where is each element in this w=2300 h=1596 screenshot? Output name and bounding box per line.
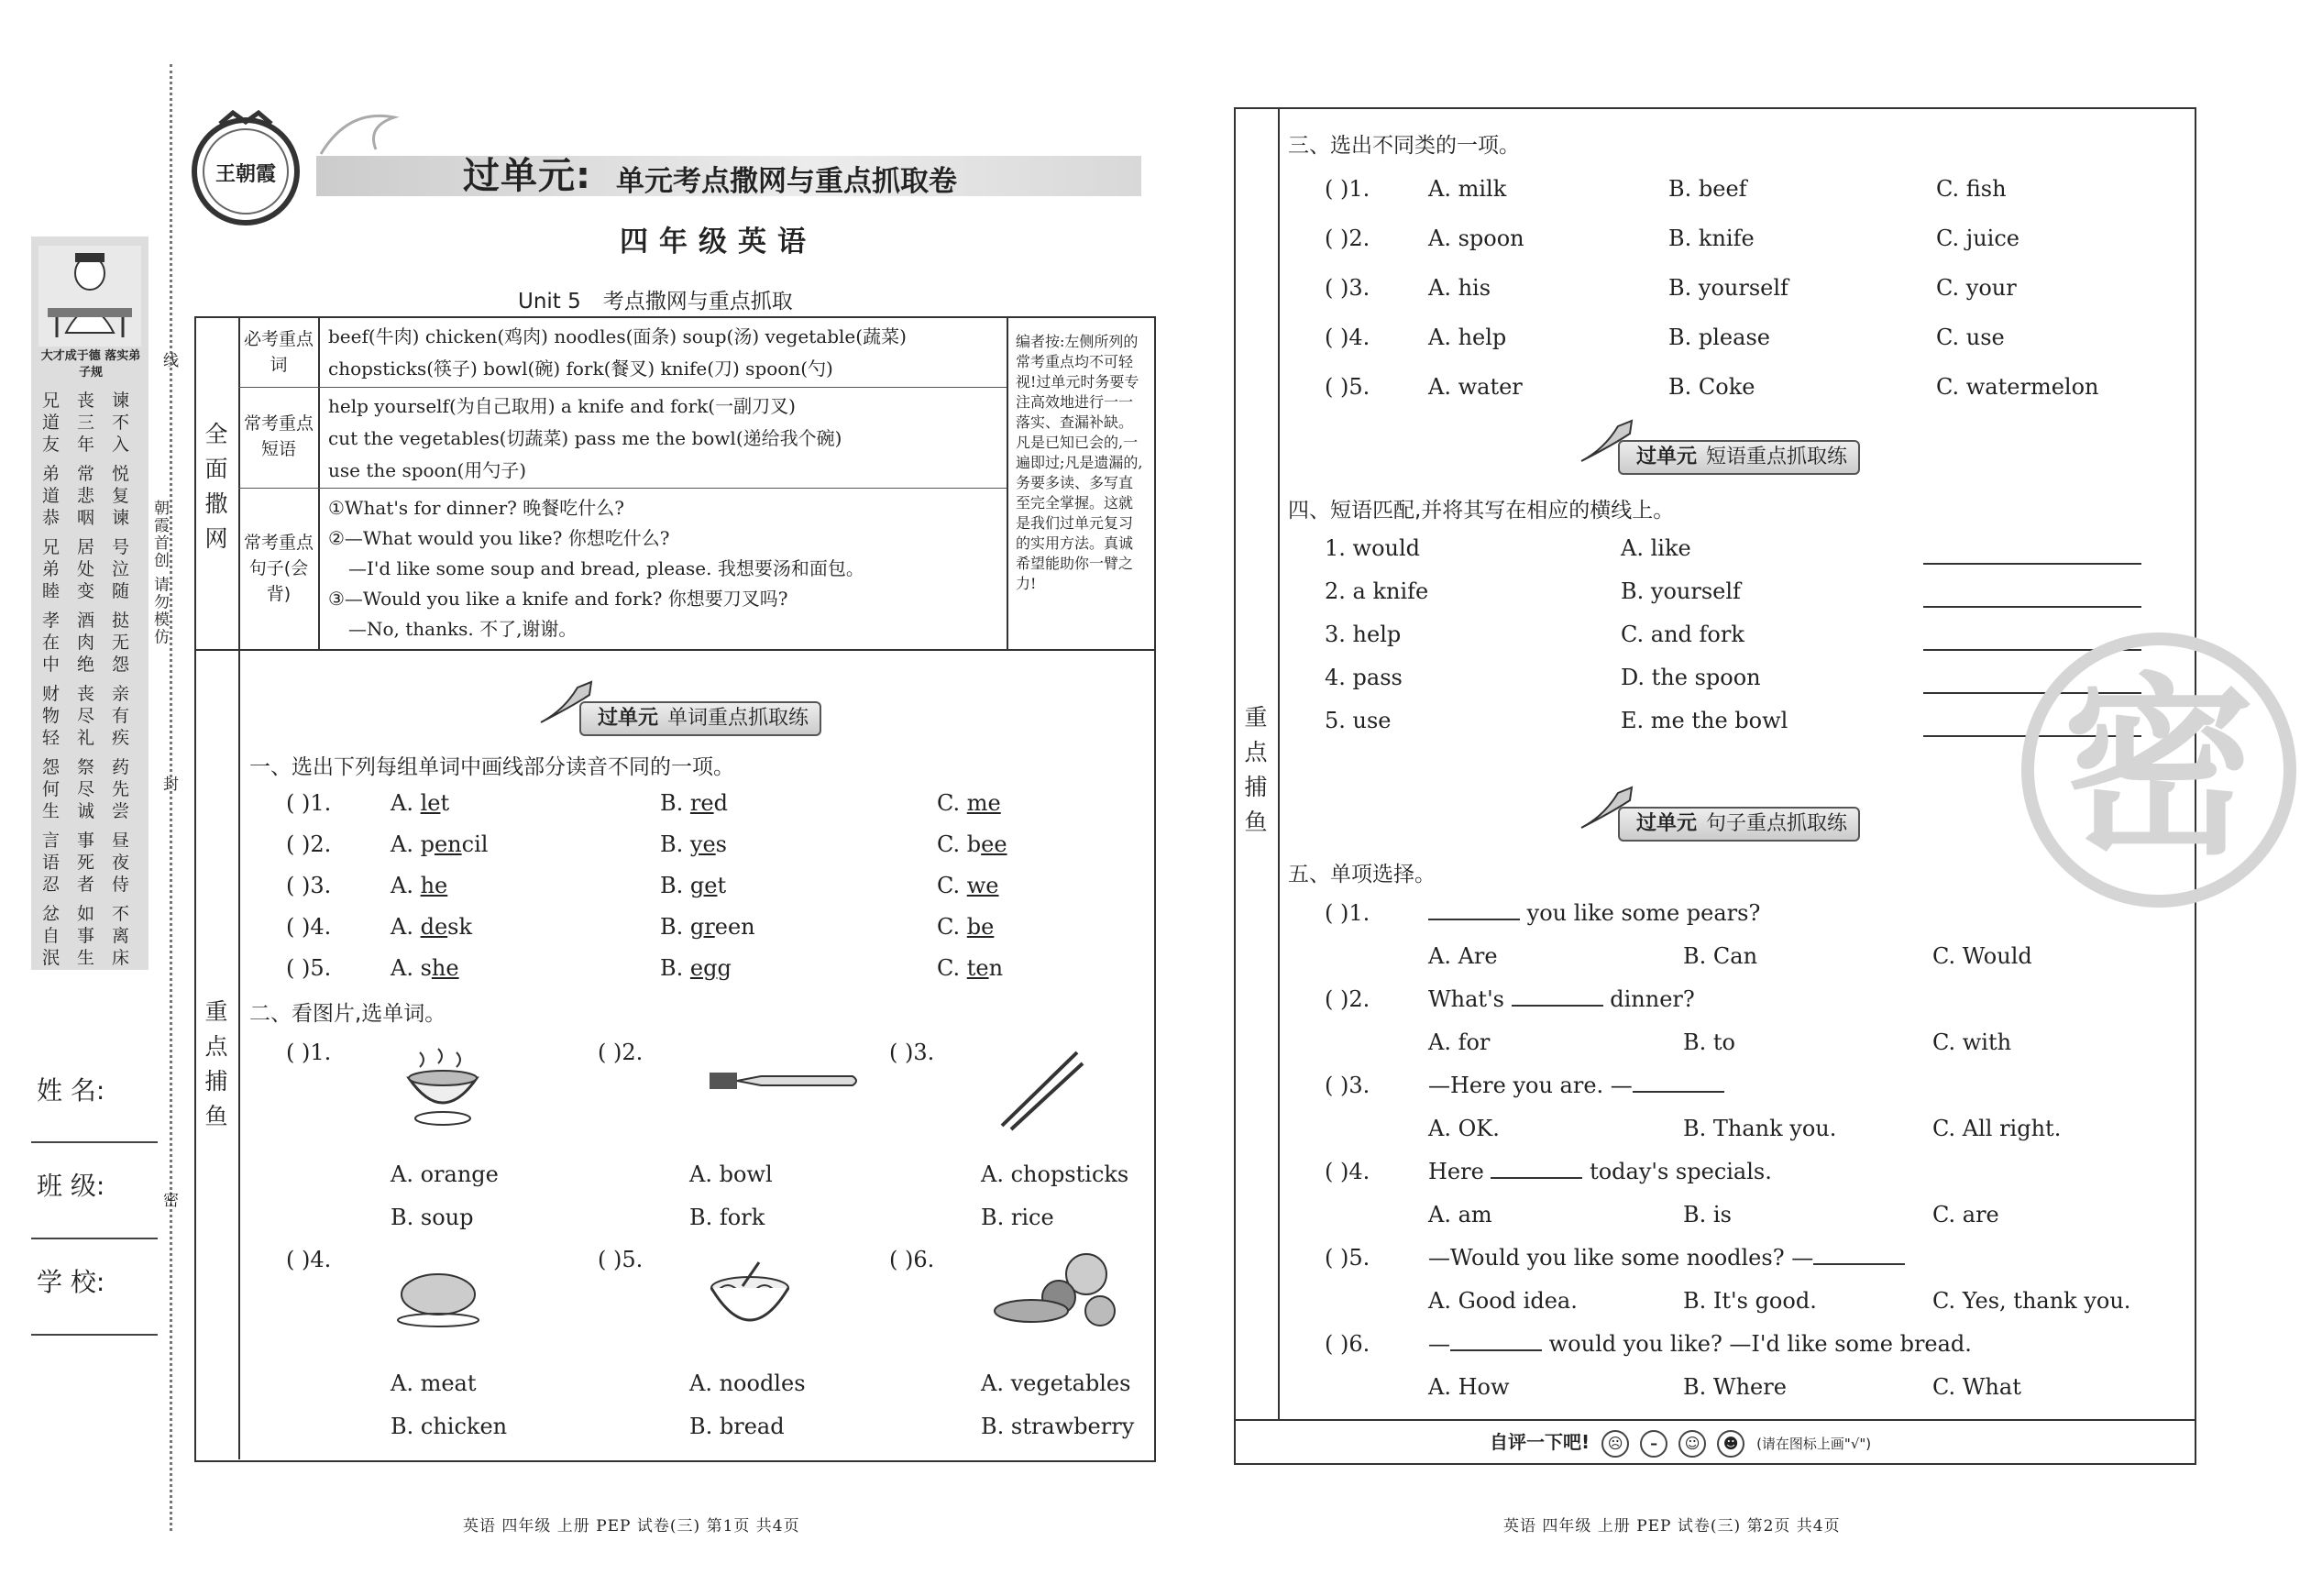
q3-title: 三、选出不同类的一项。 — [1288, 134, 1520, 158]
q2-option-a: A. vegetables — [981, 1370, 1131, 1396]
class-label: 班 级: — [37, 1171, 105, 1201]
title-main: 过单元: — [463, 155, 591, 197]
underlined-letters: ee — [981, 831, 1007, 857]
pill-brand: 过单元 — [1636, 446, 1698, 468]
q2-option-a: A. meat — [391, 1370, 477, 1396]
q2-option-a: A. orange — [391, 1161, 499, 1187]
unit-label: Unit 5 — [518, 290, 581, 314]
unit-topic: 考点撒网与重点抓取 — [602, 290, 793, 314]
binding-tag-feng: 封 — [160, 776, 178, 793]
q1-option-c: C. be — [937, 914, 995, 940]
q2-option-a: A. bowl — [689, 1161, 773, 1187]
q3-option-a: A. spoon — [1428, 226, 1524, 251]
overview-phrases-line-1: help yourself(为自己取用) a knife and fork(一副刀叉) — [328, 395, 796, 417]
q5-option-a: A. Good idea. — [1428, 1288, 1578, 1314]
q3-option-b: B. yourself — [1668, 275, 1788, 301]
q2-answer-blank[interactable]: ( )6. — [889, 1247, 935, 1272]
q4-left-phrase: 5. use — [1325, 708, 1392, 733]
roast-chicken-icon — [394, 1265, 481, 1329]
q1-option-b: B. red — [660, 790, 728, 816]
underlined-letters: le — [420, 790, 441, 816]
noodles-icon — [706, 1260, 793, 1338]
right-section-label: 重点捕鱼 — [1244, 704, 1268, 835]
underlined-letters: be — [966, 914, 995, 940]
underlined-letters: re — [689, 790, 714, 816]
self-eval-line — [1234, 1419, 2195, 1421]
title-sub: 单元考点撒网与重点抓取卷 — [616, 165, 957, 198]
proverb-column: 兄弟睦 — [42, 538, 61, 601]
binding-dotted-line — [170, 64, 172, 1531]
overview-bottom-line — [194, 649, 1154, 651]
underlined-letters: we — [966, 873, 999, 898]
binding-tag-xian: 线 — [160, 352, 178, 369]
overview-phrases-line-2: cut the vegetables(切蔬菜) pass me the bowl(递给我个碗) — [328, 427, 842, 449]
q1-option-b: B. get — [660, 873, 727, 898]
q5-option-b: B. Thank you. — [1683, 1116, 1837, 1141]
proverb-column: 居处变 — [77, 538, 95, 601]
q2-option-b: B. rice — [981, 1205, 1054, 1230]
proverb-column: 如事生 — [77, 905, 95, 968]
q4-title: 四、短语匹配,并将其写在相应的横线上。 — [1288, 499, 1675, 523]
q5-option-b: B. Where — [1683, 1374, 1787, 1400]
underlined-letters: me — [966, 790, 1001, 816]
underlined-letters: ye — [689, 831, 716, 857]
brand-logo — [182, 105, 310, 234]
proverb-column: 药先尝 — [112, 758, 130, 821]
overview-phrases-line-3: use the spoon(用勺子) — [328, 459, 527, 481]
name-field[interactable] — [31, 1141, 158, 1143]
q4-right-phrase: E. me the bowl — [1621, 708, 1788, 733]
underlined-letters: he — [431, 955, 459, 981]
q3-option-c: C. use — [1936, 325, 2005, 350]
proverb-column: 弟道恭 — [42, 465, 61, 528]
proverb-column: 不离床 — [112, 905, 130, 968]
copyright-note: 朝霞首创 请勿模仿 — [150, 500, 169, 646]
underlined-letters: de — [420, 914, 448, 940]
q2-option-b: B. fork — [689, 1205, 765, 1230]
school-label: 学 校: — [37, 1267, 105, 1297]
proverb-column: 挞无怨 — [112, 611, 130, 675]
q1-option-c: C. ten — [937, 955, 1004, 981]
q4-right-phrase: A. like — [1621, 535, 1691, 561]
q3-option-c: C. juice — [1936, 226, 2019, 251]
q2-option-b: B. strawberry — [981, 1414, 1135, 1439]
q4-right-phrase: C. and fork — [1621, 622, 1744, 647]
motto: 大才成于德 落实弟子规 — [40, 349, 141, 380]
q3-option-b: B. please — [1668, 325, 1770, 350]
vegetables-icon — [985, 1247, 1132, 1338]
q5-fill-blank[interactable] — [1813, 1245, 1905, 1265]
scholar-icon — [39, 246, 141, 347]
q2-answer-blank[interactable]: ( )4. — [286, 1247, 332, 1272]
logo-text: 王朝霞 — [215, 163, 276, 186]
q3-answer-blank[interactable]: ( )5. — [1325, 374, 1370, 400]
q5-answer-blank[interactable]: ( )4. — [1325, 1159, 1370, 1184]
q2-answer-blank[interactable]: ( )5. — [598, 1247, 644, 1272]
overview-head-sentences: 常考重点句子(会背) — [244, 533, 314, 604]
proverb-column: 昼夜侍 — [112, 831, 130, 895]
q3-answer-blank[interactable]: ( )4. — [1325, 325, 1370, 350]
pill-brand: 过单元 — [1636, 812, 1698, 835]
subject-title: 四年级英语 — [620, 226, 817, 259]
q5-question: What's dinner? — [1428, 986, 1695, 1012]
q3-answer-blank[interactable]: ( )2. — [1325, 226, 1370, 251]
q5-fill-blank[interactable] — [1491, 1159, 1582, 1179]
q1-option-c: C. me — [937, 790, 1001, 816]
overview-sentence-3: —I'd like some soup and bread, please. 我想要汤和面包。 — [348, 557, 864, 579]
chopsticks-icon — [995, 1045, 1086, 1132]
proverb-column: 事死者 — [77, 831, 95, 895]
q1-option-a: A. he — [391, 873, 448, 898]
q4-left-phrase: 1. would — [1325, 535, 1421, 561]
q3-option-a: A. water — [1428, 374, 1523, 400]
pill-brand: 过单元 — [598, 707, 659, 730]
self-eval — [1490, 1427, 1871, 1458]
overview-head-column-line — [318, 316, 320, 650]
overview-sentence-2: ②—What would you like? 你想吃什么? — [328, 527, 670, 549]
word-practice-title — [579, 701, 821, 736]
q3-answer-blank[interactable]: ( )3. — [1325, 275, 1370, 301]
editor-note: 编者按:左侧所列的常考重点均不可轻视!过单元时务要专注高效地进行一一落实、查漏补缺。凡是已知已会的,一遍即过;凡是遗漏的,务要多读、多写直至完全掌握。这就是我们过单元复习的实用方法。真诚希望能助你一臂之力! — [1016, 333, 1143, 592]
class-field[interactable] — [31, 1238, 158, 1239]
q1-title: 一、选出下列每组单词中画线部分读音不同的一项。 — [249, 755, 734, 779]
proverb-column: 悦复谏 — [112, 465, 130, 528]
proverb-column: 丧尽礼 — [77, 685, 95, 748]
q4-left-phrase: 2. a knife — [1325, 578, 1429, 604]
underlined-letters: te — [966, 955, 989, 981]
q5-option-c: C. are — [1932, 1202, 1999, 1227]
phrase-practice-title — [1618, 440, 1860, 475]
pill-text: 单词重点抓取练 — [667, 707, 809, 730]
q1-answer-blank[interactable]: ( )3. — [286, 873, 332, 898]
overview-sentence-1: ①What's for dinner? 晚餐吃什么? — [328, 497, 624, 519]
overview-note-column-line — [1007, 316, 1008, 650]
q5-fill-blank[interactable] — [1633, 1073, 1724, 1093]
q5-option-a: A. Are — [1428, 943, 1498, 969]
q3-answer-blank[interactable]: ( )1. — [1325, 176, 1370, 202]
happy-face-icon[interactable]: ☻ — [1717, 1430, 1744, 1458]
scholar-illustration — [39, 246, 141, 347]
proverb-column: 孝在中 — [42, 611, 61, 675]
q5-option-c: C. All right. — [1932, 1116, 2062, 1141]
sad-face-icon[interactable]: ☹ — [1601, 1430, 1629, 1458]
q5-option-c: C. What — [1932, 1374, 2021, 1400]
q4-answer-line[interactable] — [1923, 563, 2141, 565]
q2-answer-blank[interactable]: ( )3. — [889, 1040, 935, 1065]
q3-option-c: C. your — [1936, 275, 2017, 301]
q3-option-b: B. knife — [1668, 226, 1755, 251]
proverb-column: 常悲咽 — [77, 465, 95, 528]
q1-option-b: B. yes — [660, 831, 727, 857]
proverb-column: 怨何生 — [42, 758, 61, 821]
q1-answer-blank[interactable]: ( )5. — [286, 955, 332, 981]
q5-title: 五、单项选择。 — [1288, 863, 1436, 886]
proverb-column: 亲有疾 — [112, 685, 130, 748]
q4-left-phrase: 3. help — [1325, 622, 1402, 647]
q5-question: Here today's specials. — [1428, 1159, 1772, 1184]
q3-option-c: C. watermelon — [1936, 374, 2099, 400]
q5-option-b: B. is — [1683, 1202, 1732, 1227]
q3-option-a: A. help — [1428, 325, 1507, 350]
school-field[interactable] — [31, 1334, 158, 1336]
overview-section-label: 全面撒网 — [204, 421, 228, 552]
proverb-column: 酒肉绝 — [77, 611, 95, 675]
unit-title — [518, 284, 793, 314]
underlined-letters: ge — [689, 873, 718, 898]
neutral-face-icon[interactable]: – — [1640, 1430, 1667, 1458]
sentence-practice-title — [1618, 807, 1860, 842]
q3-option-b: B. beef — [1668, 176, 1747, 202]
q4-right-phrase: B. yourself — [1621, 578, 1741, 604]
q5-answer-blank[interactable]: ( )3. — [1325, 1073, 1370, 1098]
self-eval-hint: (请在图标上画"√") — [1756, 1436, 1872, 1452]
right-label-column-line — [1278, 107, 1280, 1420]
q5-option-c: C. Yes, thank you. — [1932, 1288, 2131, 1314]
q2-title: 二、看图片,选单词。 — [249, 1002, 446, 1026]
ribbon-icon — [312, 99, 422, 163]
q5-option-a: A. How — [1428, 1374, 1510, 1400]
q1-answer-blank[interactable]: ( )2. — [286, 831, 332, 857]
q3-option-a: A. his — [1428, 275, 1491, 301]
proverb-column: 丧三年 — [77, 391, 95, 455]
q5-answer-blank[interactable]: ( )2. — [1325, 986, 1370, 1012]
q5-option-b: B. to — [1683, 1029, 1735, 1055]
proverb-column: 言语忍 — [42, 831, 61, 895]
q2-answer-blank[interactable]: ( )1. — [286, 1040, 332, 1065]
left-section-label: 重点捕鱼 — [204, 998, 228, 1129]
q2-option-b: B. soup — [391, 1205, 474, 1230]
q1-option-a: A. let — [391, 790, 450, 816]
proverb-column: 祭尽诚 — [77, 758, 95, 821]
q3-option-a: A. milk — [1428, 176, 1507, 202]
overview-head-words: 必考重点词 — [244, 329, 314, 375]
q5-question: — would you like? —I'd like some bread. — [1428, 1331, 1972, 1357]
q5-answer-blank[interactable]: ( )5. — [1325, 1245, 1370, 1271]
smile-face-icon[interactable]: ☺ — [1678, 1430, 1706, 1458]
pill-text: 短语重点抓取练 — [1706, 446, 1848, 468]
fork-icon — [706, 1063, 862, 1100]
self-eval-label: 自评一下吧! — [1490, 1431, 1590, 1453]
q5-fill-blank[interactable] — [1450, 1331, 1542, 1351]
watermark-seal — [2021, 633, 2296, 908]
q2-option-a: A. noodles — [689, 1370, 806, 1396]
q5-question: you like some pears? — [1428, 900, 1760, 926]
q5-option-a: A. for — [1428, 1029, 1491, 1055]
q2-option-a: A. chopsticks — [981, 1161, 1129, 1187]
q1-option-c: C. bee — [937, 831, 1007, 857]
q1-option-a: A. she — [391, 955, 459, 981]
underlined-letters: en — [434, 831, 462, 857]
q5-answer-blank[interactable]: ( )1. — [1325, 900, 1370, 926]
proverb-column: 财物轻 — [42, 685, 61, 748]
q1-option-a: A. pencil — [391, 831, 489, 857]
q1-answer-blank[interactable]: ( )1. — [286, 790, 332, 816]
overview-sentence-5: —No, thanks. 不了,谢谢。 — [348, 618, 578, 640]
q2-option-b: B. chicken — [391, 1414, 508, 1439]
q5-fill-blank[interactable] — [1512, 986, 1603, 1007]
q5-option-c: C. Would — [1932, 943, 2032, 969]
q5-option-b: B. Can — [1683, 943, 1758, 969]
pill-text: 句子重点抓取练 — [1706, 812, 1848, 835]
q1-option-c: C. we — [937, 873, 999, 898]
q5-option-a: A. OK. — [1428, 1116, 1500, 1141]
proverb-column: 号泣随 — [112, 538, 130, 601]
q5-fill-blank[interactable] — [1428, 900, 1520, 920]
q1-option-b: B. egg — [660, 955, 732, 981]
overview-head-phrases: 常考重点短语 — [244, 413, 314, 459]
q4-answer-line[interactable] — [1923, 606, 2141, 608]
overview-words-line-1: beef(牛肉) chicken(鸡肉) noodles(面条) soup(汤) vegetable(蔬菜) — [328, 325, 907, 347]
overview-row-line-2 — [238, 488, 1007, 489]
footer-left: 英语 四年级 上册 PEP 试卷(三) 第1页 共4页 — [463, 1517, 800, 1535]
q2-option-b: B. bread — [689, 1414, 785, 1439]
proverb-column: 忿自泯 — [42, 905, 61, 968]
q4-left-phrase: 4. pass — [1325, 665, 1403, 690]
q1-answer-blank[interactable]: ( )4. — [286, 914, 332, 940]
q5-question: —Would you like some noodles? — — [1428, 1245, 1905, 1271]
proverb-panel — [31, 237, 149, 970]
overview-row-line-1 — [238, 387, 1007, 388]
q3-option-b: B. Coke — [1668, 374, 1755, 400]
footer-right: 英语 四年级 上册 PEP 试卷(三) 第2页 共4页 — [1503, 1517, 1841, 1535]
proverb-column: 谏不入 — [112, 391, 130, 455]
q5-option-b: B. It's good. — [1683, 1288, 1817, 1314]
q1-option-a: A. desk — [391, 914, 473, 940]
q2-answer-blank[interactable]: ( )2. — [598, 1040, 644, 1065]
proverb-column: 兄道友 — [42, 391, 61, 455]
q3-option-c: C. fish — [1936, 176, 2007, 202]
q1-option-b: B. green — [660, 914, 755, 940]
overview-sentence-4: ③—Would you like a knife and fork? 你想要刀叉吗? — [328, 588, 788, 610]
q5-option-a: A. am — [1428, 1202, 1492, 1227]
q5-answer-blank[interactable]: ( )6. — [1325, 1331, 1370, 1357]
underlined-letters: he — [420, 873, 448, 898]
name-label: 姓 名: — [37, 1075, 105, 1106]
q5-option-c: C. with — [1932, 1029, 2012, 1055]
q4-right-phrase: D. the spoon — [1621, 665, 1761, 690]
binding-tag-mi: 密 — [160, 1192, 178, 1209]
overview-words-line-2: chopsticks(筷子) bowl(碗) fork(餐叉) knife(刀) spoon(勺) — [328, 358, 833, 380]
q5-question: —Here you are. — — [1428, 1073, 1724, 1098]
underlined-letters: eg — [689, 955, 718, 981]
soup-bowl-icon — [402, 1043, 484, 1130]
watermark-text: 密 — [2062, 656, 2255, 881]
underlined-letters: gr — [689, 914, 715, 940]
